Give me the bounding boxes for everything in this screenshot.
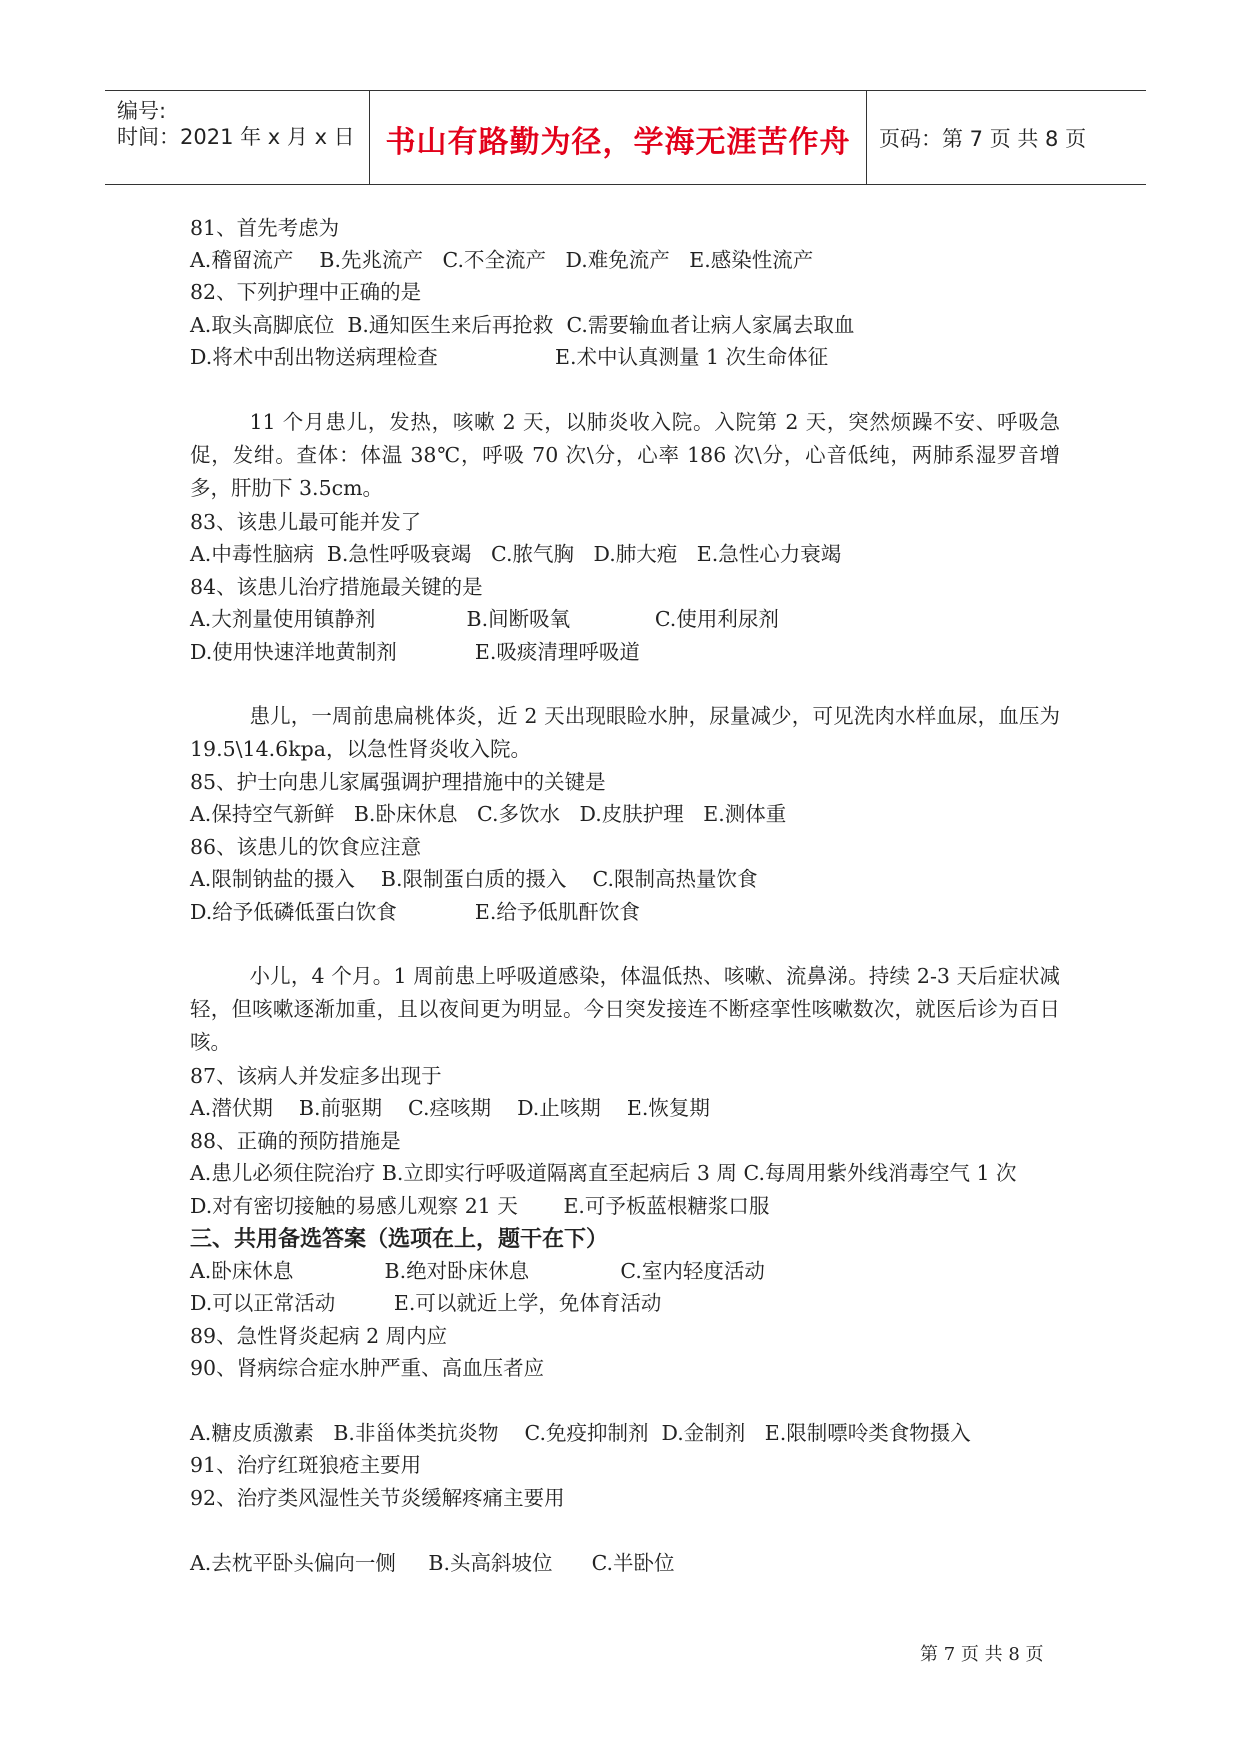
question-90: 90、肾病综合症水肿严重、高血压者应 <box>190 1356 545 1380</box>
question-83: 83、该患儿最可能并发了 <box>190 510 422 534</box>
question-82-options-1: A.取头高脚底位 B.通知医生来后再抢救 C.需要输血者让病人家属去取血 <box>190 313 855 337</box>
question-84: 84、该患儿治疗措施最关键的是 <box>190 575 483 599</box>
header-right-cell <box>867 91 1146 184</box>
page-header <box>105 90 1146 185</box>
group-2-options: A.糖皮质激素 B.非甾体类抗炎物 C.免疫抑制剂 D.金制剂 E.限制嘌呤类食物摄入 <box>190 1421 971 1445</box>
header-center-cell <box>370 91 867 184</box>
question-81-options: A.稽留流产 B.先兆流产 C.不全流产 D.难免流产 E.感染性流产 <box>190 248 814 272</box>
group-1-options-2: D.可以正常活动 E.可以就近上学，免体育活动 <box>190 1291 662 1315</box>
group-1-options-1: A.卧床休息 B.绝对卧床休息 C.室内轻度活动 <box>190 1259 765 1283</box>
header-page-label: 页码：第 7 页 共 8 页 <box>879 127 1087 151</box>
question-88-options-2: D.对有密切接触的易感儿观察 21 天 E.可予板蓝根糖浆口服 <box>190 1194 770 1218</box>
question-82-options-2: D.将术中刮出物送病理检查 E.术中认真测量 1 次生命体征 <box>190 345 829 369</box>
question-82: 82、下列护理中正确的是 <box>190 280 422 304</box>
header-motto: 书山有路勤为径，学海无涯苦作舟 <box>385 125 851 160</box>
section-heading-3: 三、共用备选答案（选项在上，题干在下） <box>190 1227 609 1252</box>
question-85-options: A.保持空气新鲜 B.卧床休息 C.多饮水 D.皮肤护理 E.测体重 <box>190 802 787 826</box>
question-86: 86、该患儿的饮食应注意 <box>190 835 422 859</box>
question-86-options-2: D.给予低磷低蛋白饮食 E.给予低肌酐饮食 <box>190 900 640 924</box>
question-84-options-1: A.大剂量使用镇静剂 B.间断吸氧 C.使用利尿剂 <box>190 607 779 631</box>
question-92: 92、治疗类风湿性关节炎缓解疼痛主要用 <box>190 1486 565 1510</box>
question-85: 85、护士向患儿家属强调护理措施中的关键是 <box>190 770 606 794</box>
question-86-options-1: A.限制钠盐的摄入 B.限制蛋白质的摄入 C.限制高热量饮食 <box>190 867 758 891</box>
question-88-options-1: A.患儿必须住院治疗 B.立即实行呼吸道隔离直至起病后 3 周 C.每周用紫外线消毒空气 1 次 <box>190 1161 1017 1185</box>
time-label: 时间：2021 年 x 月 x 日 <box>117 125 355 149</box>
page-footer: 第 7 页 共 8 页 <box>920 1644 1044 1665</box>
case-paragraph-1: 11 个月患儿，发热，咳嗽 2 天，以肺炎收入院。入院第 2 天，突然烦躁不安、呼吸急促，发绀。查体：体温 38℃，呼吸 70 次\分，心率 186 次\分，心音低纯，两肺系湿罗音增多，肝肋下 3.5cm。 <box>190 410 1060 500</box>
case-paragraph-3: 小儿，4 个月。1 周前患上呼吸道感染，体温低热、咳嗽、流鼻涕。持续 2-3 天后症状减轻，但咳嗽逐渐加重，且以夜间更为明显。今日突发接连不断痉挛性咳嗽数次，就医后诊为百日咳。 <box>190 964 1060 1054</box>
group-3-options: A.去枕平卧头偏向一侧 B.头高斜坡位 C.半卧位 <box>190 1551 675 1575</box>
question-81: 81、首先考虑为 <box>190 216 340 240</box>
question-89: 89、急性肾炎起病 2 周内应 <box>190 1324 448 1348</box>
question-84-options-2: D.使用快速洋地黄制剂 E.吸痰清理呼吸道 <box>190 640 640 664</box>
question-91: 91、治疗红斑狼疮主要用 <box>190 1453 422 1477</box>
case-paragraph-2: 患儿，一周前患扁桃体炎，近 2 天出现眼睑水肿，尿量减少，可见洗肉水样血尿，血压为 19.5\14.6kpa，以急性肾炎收入院。 <box>190 704 1060 761</box>
header-left-cell <box>105 91 370 184</box>
question-87-options: A.潜伏期 B.前驱期 C.痉咳期 D.止咳期 E.恢复期 <box>190 1096 710 1120</box>
serial-label: 编号: <box>117 99 167 123</box>
question-87: 87、该病人并发症多出现于 <box>190 1064 442 1088</box>
question-88: 88、正确的预防措施是 <box>190 1129 401 1153</box>
question-83-options: A.中毒性脑病 B.急性呼吸衰竭 C.脓气胸 D.肺大疱 E.急性心力衰竭 <box>190 542 842 566</box>
